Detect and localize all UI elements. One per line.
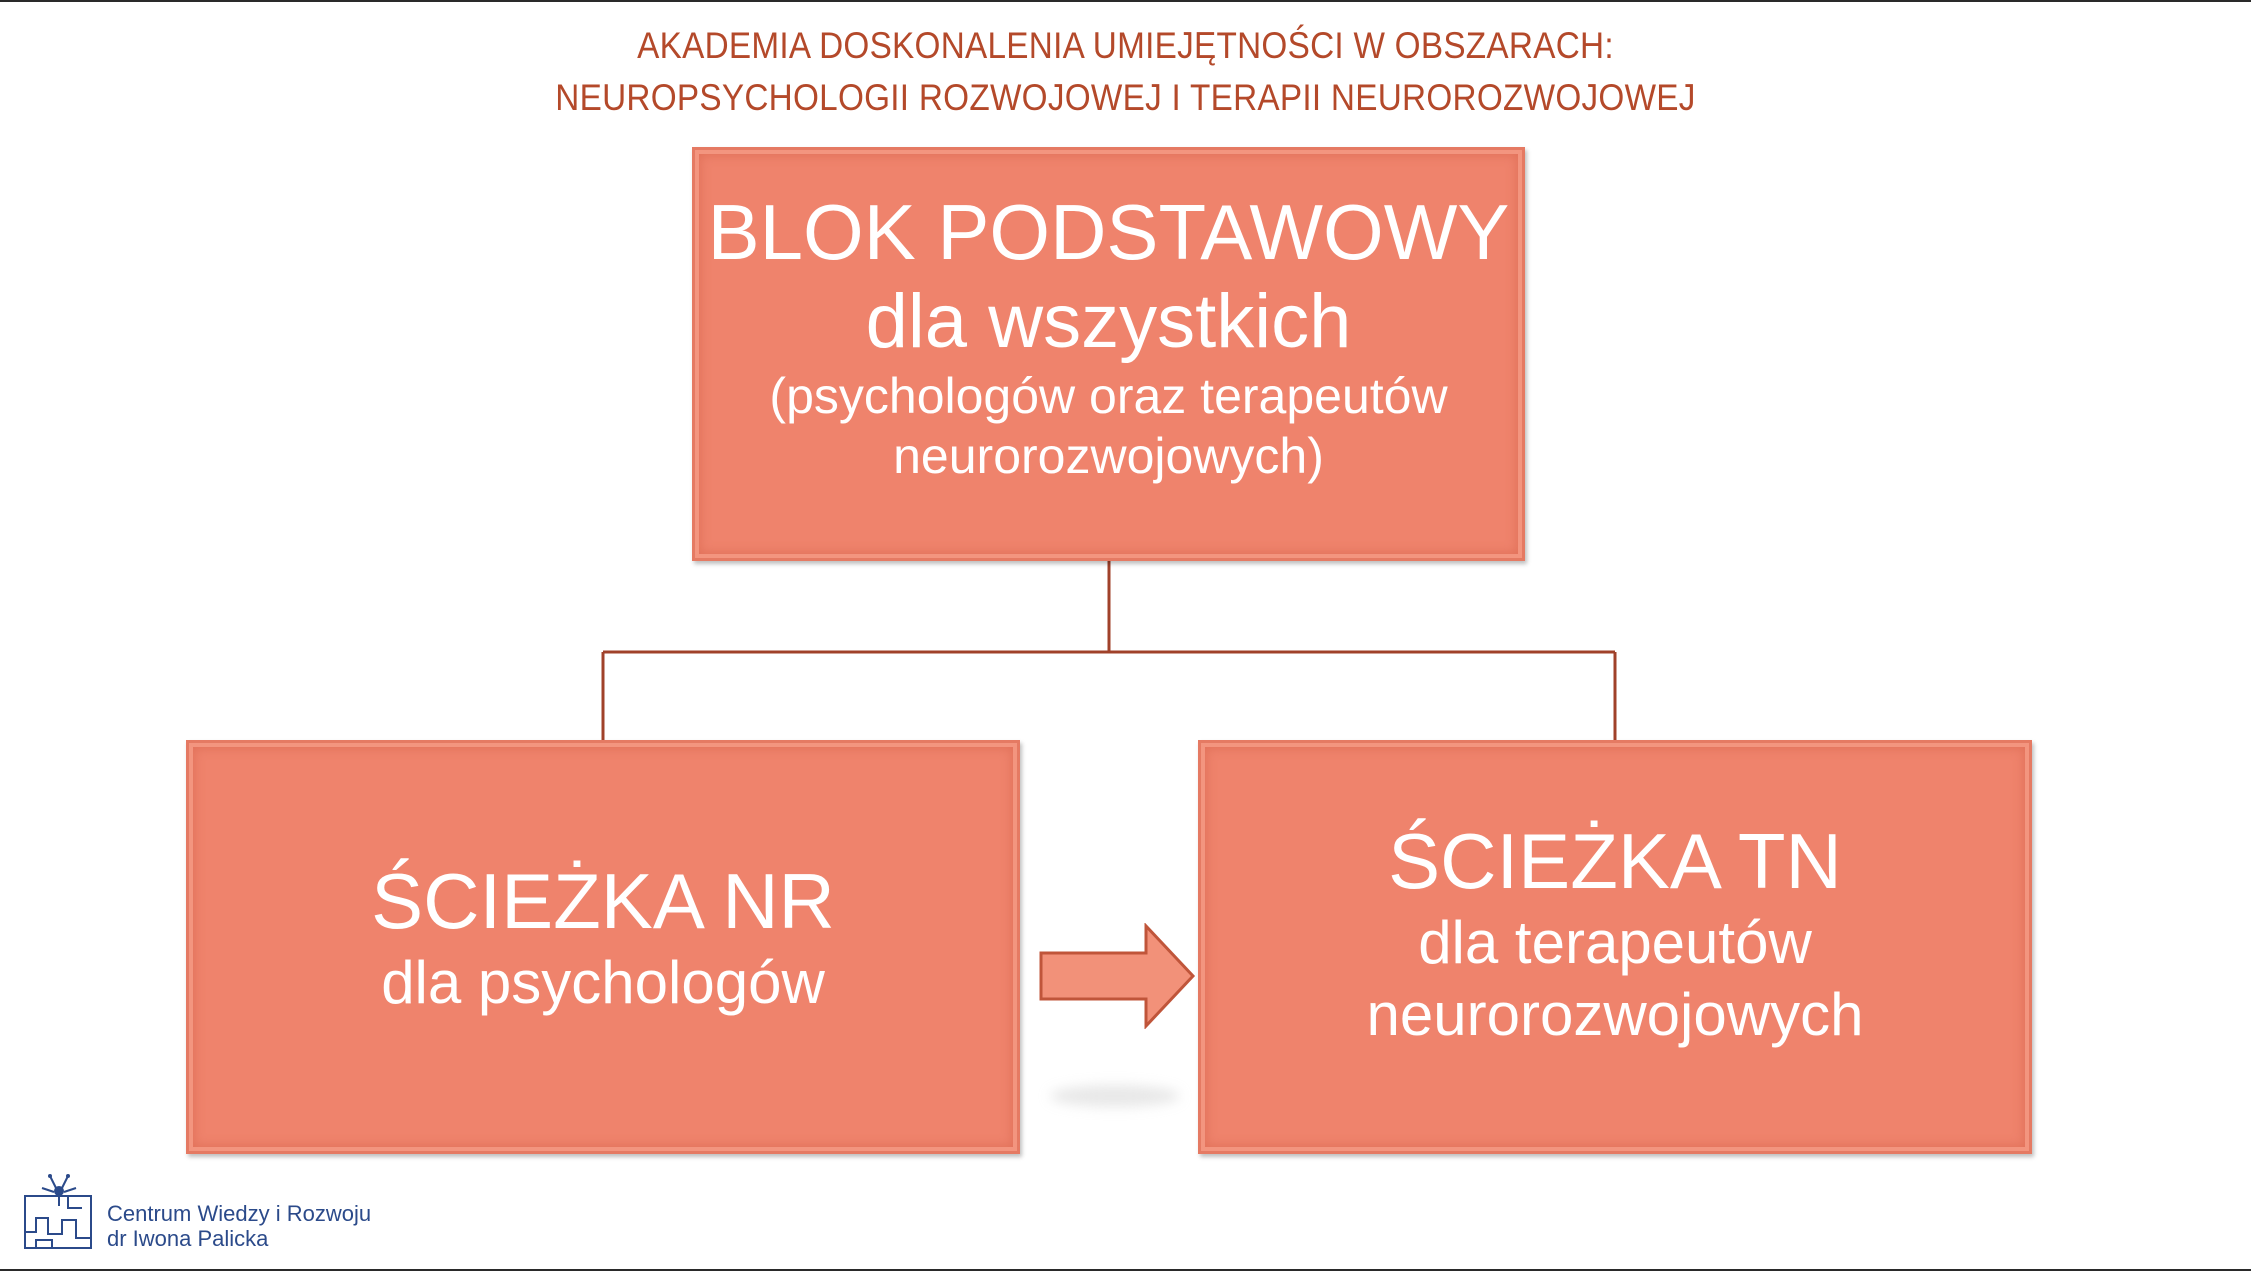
path-nr-subtitle: dla psychologów: [381, 949, 825, 1016]
right-arrow-icon: [1038, 923, 1198, 1029]
path-tn-subtitle-1: dla terapeutów: [1418, 909, 1812, 976]
neuron-logo-icon: [22, 1172, 96, 1252]
logo-line-1: Centrum Wiedzy i Rozwoju: [107, 1201, 372, 1226]
company-logo: [22, 1172, 372, 1252]
path-tn-box: [1198, 740, 2032, 1154]
path-tn-title: ŚCIEŻKA TN: [1388, 817, 1842, 905]
basic-block-note-2: neurorozwojowych): [893, 428, 1324, 484]
header-line-1: AKADEMIA DOSKONALENIA UMIEJĘTNOŚCI W OBSZARACH:: [637, 25, 1614, 66]
logo-text: [107, 1201, 371, 1251]
basic-block-box: [692, 147, 1525, 561]
path-nr-box: [186, 740, 1020, 1154]
basic-block-subtitle: dla wszystkich: [865, 279, 1352, 364]
header-line-2: NEUROPSYCHOLOGII ROZWOJOWEJ I TERAPII NEUROROZWOJOWEJ: [555, 77, 1696, 118]
basic-block-note-1: (psychologów oraz terapeutów: [769, 368, 1448, 424]
logo-line-2: dr Iwona Palicka: [107, 1226, 269, 1251]
path-nr-title: ŚCIEŻKA NR: [371, 857, 835, 945]
path-tn-subtitle-2: neurorozwojowych: [1366, 981, 1864, 1048]
basic-block-title: BLOK PODSTAWOWY: [707, 188, 1510, 276]
arrow-shadow: [1050, 1085, 1180, 1107]
